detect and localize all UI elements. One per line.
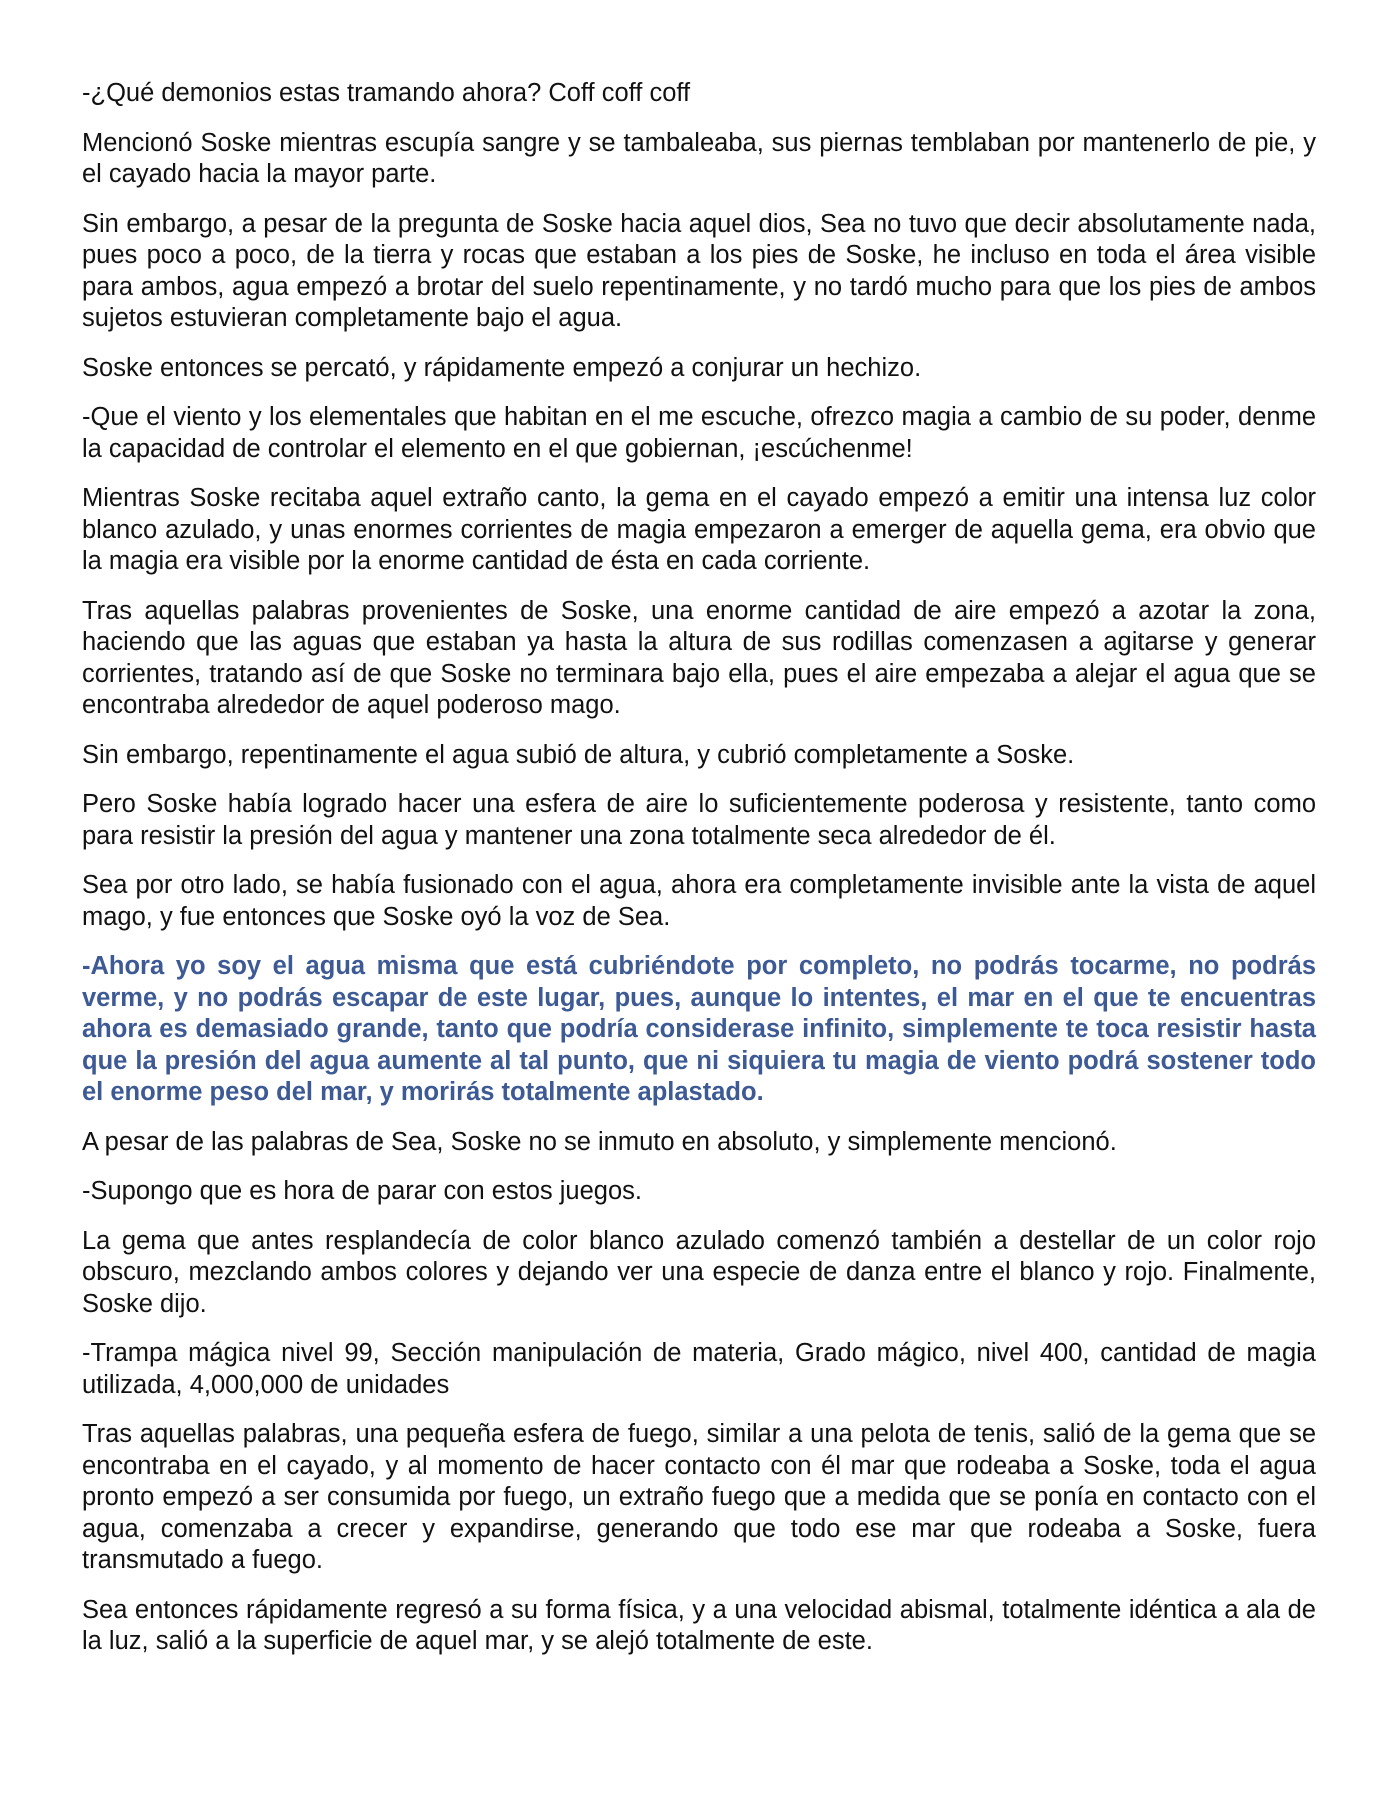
paragraph-12: A pesar de las palabras de Sea, Soske no se inmuto en absoluto, y simplemente mencionó. — [82, 1127, 1117, 1156]
paragraph-15: -Trampa mágica nivel 99, Sección manipulación de materia, Grado mágico, nivel 400, cantidad de magia utilizada, 4,000,000 de unidades — [82, 1339, 1316, 1399]
document-page — [82, 78, 1316, 1676]
paragraph-9: Pero Soske había logrado hacer una esfera de aire lo suficientemente poderosa y resistente, tanto como para resistir la presión del agua y mantener una zona totalmente seca alrededor de él. — [82, 790, 1316, 850]
paragraph-4: Soske entonces se percató, y rápidamente empezó a conjurar un hechizo. — [82, 353, 922, 382]
paragraph-16: Tras aquellas palabras, una pequeña esfera de fuego, similar a una pelota de tenis, salió de la gema que se encontraba en el cayado, y al momento de hacer contacto con él mar que rodeaba a Soske, toda el agua pronto empezó a ser consumida por fuego, un extraño fuego que a medida que se ponía en contacto con el agua, comenzaba a crecer y expandirse, generando que todo ese mar que rodeaba a Soske, fuera transmutado a fuego. — [82, 1420, 1316, 1574]
paragraph-6: Mientras Soske recitaba aquel extraño canto, la gema en el cayado empezó a emitir una intensa luz color blanco azulado, y unas enormes corrientes de magia empezaron a emerger de aquella gema, era obvio que la magia era visible por la enorme cantidad de ésta en cada corriente. — [82, 484, 1316, 575]
paragraph-13: -Supongo que es hora de parar con estos juegos. — [82, 1177, 642, 1205]
paragraph-8: Sin embargo, repentinamente el agua subió de altura, y cubrió completamente a Soske. — [82, 740, 1075, 769]
paragraph-2: Mencionó Soske mientras escupía sangre y se tambaleaba, sus piernas temblaban por mantenerlo de pie, y el cayado hacia la mayor parte. — [82, 128, 1316, 188]
paragraph-17: Sea entonces rápidamente regresó a su forma física, y a una velocidad abismal, totalmente idéntica a ala de la luz, salió a la superficie de aquel mar, y se alejó totalmente de este. — [82, 1595, 1316, 1655]
paragraph-7: Tras aquellas palabras provenientes de Soske, una enorme cantidad de aire empezó a azotar la zona, haciendo que las aguas que estaban ya hasta la altura de sus rodillas comenzasen a agitarse y generar corrientes, tratando así de que Soske no terminara bajo ella, pues el aire empezaba a alejar el agua que se encontraba alrededor de aquel poderoso mago. — [82, 596, 1316, 719]
paragraph-10: Sea por otro lado, se había fusionado con el agua, ahora era completamente invisible ante la vista de aquel mago, y fue entonces que Soske oyó la voz de Sea. — [82, 871, 1316, 931]
paragraph-3: Sin embargo, a pesar de la pregunta de Soske hacia aquel dios, Sea no tuvo que decir absolutamente nada, pues poco a poco, de la tierra y rocas que estaban a los pies de Soske, he incluso en toda el área visible para ambos, agua empezó a brotar del suelo repentinamente, y no tardó mucho para que los pies de ambos sujetos estuvieran completamente bajo el agua. — [82, 209, 1316, 332]
sea-dialogue-highlighted: -Ahora yo soy el agua misma que está cubriéndote por completo, no podrás tocarme, no podrás verme, y no podrás escapar de este lugar, pues, aunque lo intentes, el mar en el que te encuentras ahora es demasiado grande, tanto que podría considerase infinito, simplemente te toca resistir hasta que la presión del agua aumente al tal punto, que ni siquiera tu magia de viento podrá sostener todo el enorme peso del mar, y morirás totalmente aplastado. — [82, 952, 1316, 1106]
paragraph-5: -Que el viento y los elementales que habitan en el me escuche, ofrezco magia a cambio de su poder, denme la capacidad de controlar el elemento en el que gobiernan, ¡escúchenme! — [82, 403, 1316, 463]
paragraph-1: -¿Qué demonios estas tramando ahora? Coff coff coff — [82, 79, 691, 107]
paragraph-14: La gema que antes resplandecía de color blanco azulado comenzó también a destellar de un color rojo obscuro, mezclando ambos colores y dejando ver una especie de danza entre el blanco y rojo. Finalmente, Soske dijo. — [82, 1226, 1316, 1318]
